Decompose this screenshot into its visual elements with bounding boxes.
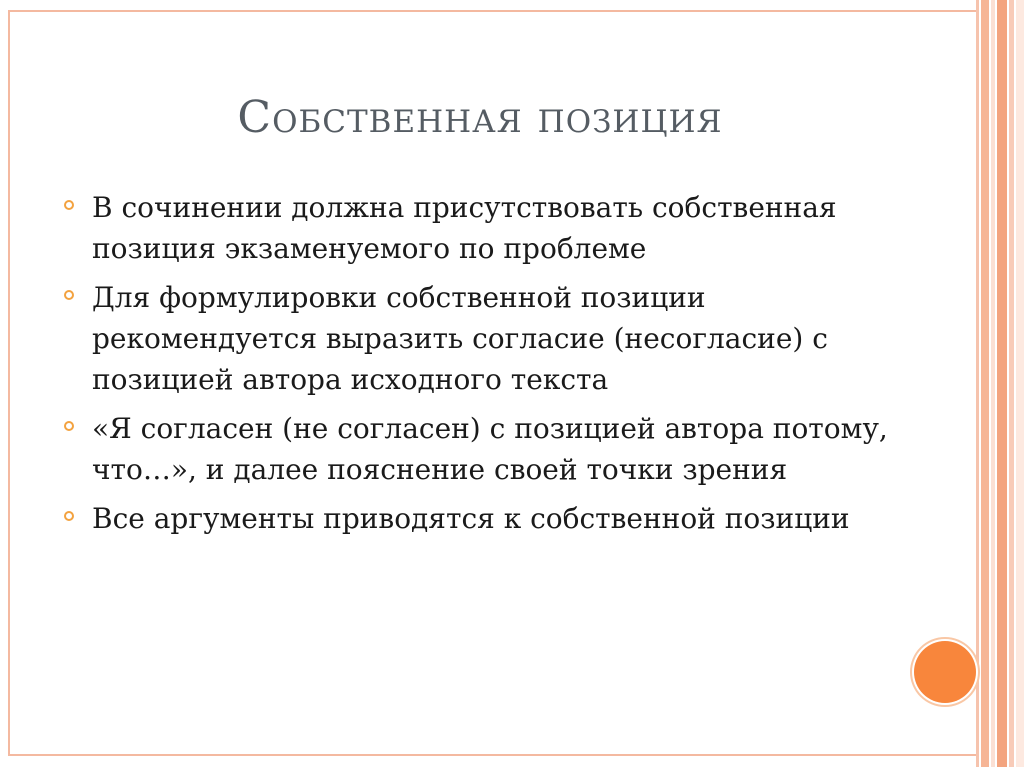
stripe [976,0,979,767]
frame-top-line [8,10,976,12]
circle-bullet-icon [64,200,74,210]
circle-bullet-icon [64,290,74,300]
right-decorative-stripes [976,0,1024,767]
list-item [62,498,892,539]
list-item [62,408,892,490]
stripe [981,0,989,767]
slide-title: Собственная позиция [237,92,723,143]
stripe [991,0,995,767]
list-item [62,187,892,269]
stripe [1009,0,1014,767]
decorative-orange-circle [914,641,976,703]
bullet-text: «Я согласен (не согласен) с позицией автора потому, что…», и далее пояснение своей точки зрения [92,412,888,486]
circle-bullet-icon [64,421,74,431]
stripe [1016,0,1024,767]
stripe [997,0,1007,767]
bullet-text: Все аргументы приводятся к собственной позиции [92,502,850,535]
frame-bottom-line [8,754,976,756]
circle-bullet-icon [64,511,74,521]
list-item [62,277,892,400]
bullet-list [62,187,892,547]
bullet-text: В сочинении должна присутствовать собственная позиция экзаменуемого по проблеме [92,191,837,265]
bullet-text: Для формулировки собственной позиции рекомендуется выразить согласие (несогласие) с позицией автора исходного текста [92,281,828,396]
